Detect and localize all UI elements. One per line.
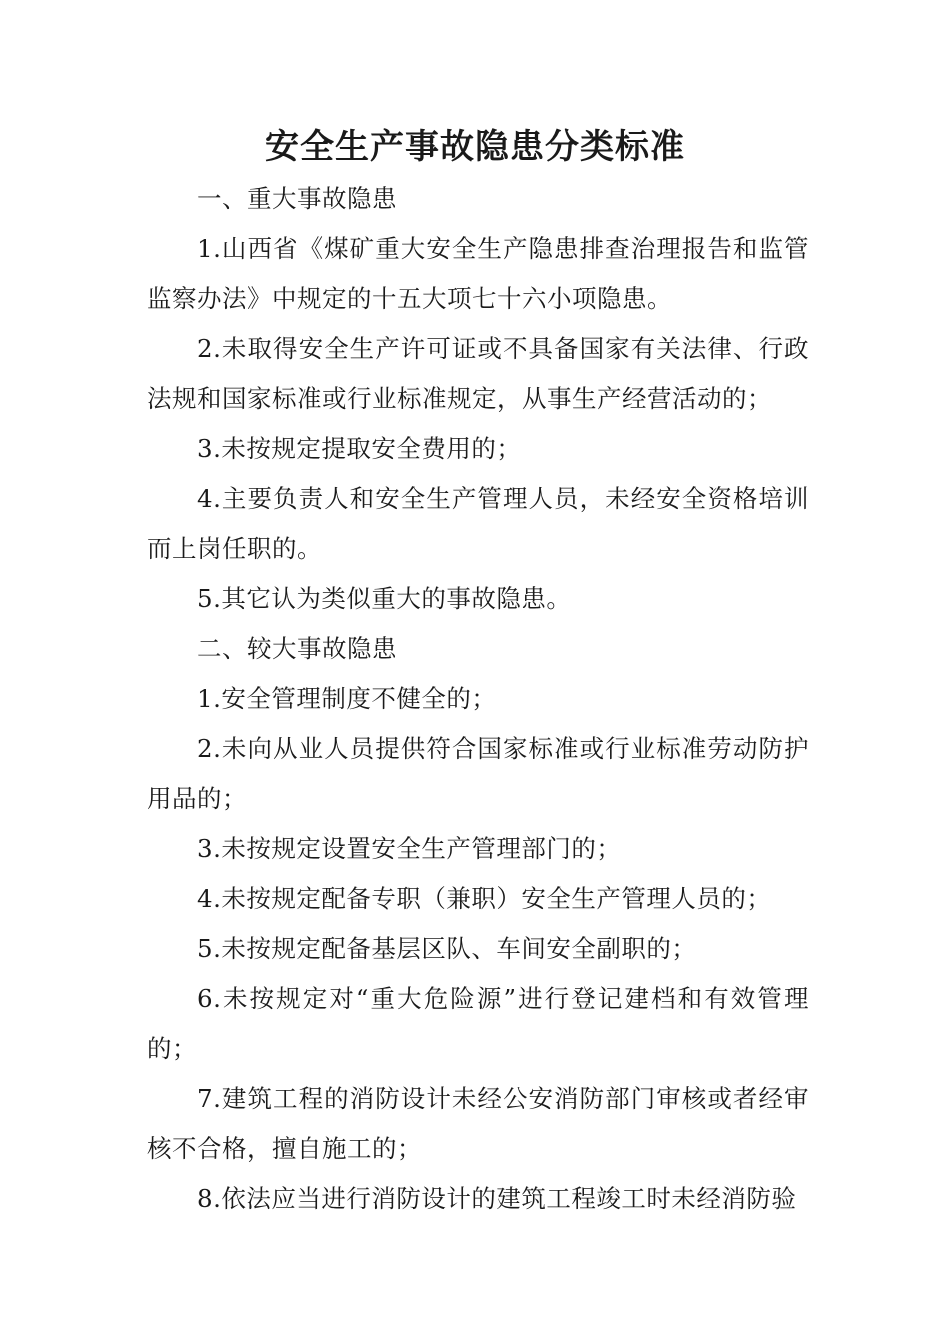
- section-heading-significant: 二、较大事故隐患: [197, 634, 397, 663]
- section-heading-major: 一、重大事故隐患: [197, 184, 397, 213]
- document-body: [147, 174, 809, 1224]
- list-item: 5.其它认为类似重大的事故隐患。: [197, 584, 572, 613]
- document-title: 安全生产事故隐患分类标准: [265, 127, 685, 167]
- list-item: 1.山西省《煤矿重大安全生产隐患排查治理报告和监管监察办法》中规定的十五大项七十六小项隐患。: [147, 234, 809, 313]
- list-item: 4.主要负责人和安全生产管理人员，未经安全资格培训而上岗任职的。: [147, 484, 809, 563]
- list-item: 4.未按规定配备专职（兼职）安全生产管理人员的；: [197, 884, 772, 913]
- list-item: 2.未取得安全生产许可证或不具备国家有关法律、行政法规和国家标准或行业标准规定，从事生产经营活动的；: [147, 334, 809, 413]
- list-item: 8.依法应当进行消防设计的建筑工程竣工时未经消防验: [197, 1184, 797, 1213]
- list-item: 2.未向从业人员提供符合国家标准或行业标准劳动防护用品的；: [147, 734, 809, 813]
- list-item: 5.未按规定配备基层区队、车间安全副职的；: [197, 934, 697, 963]
- list-item: 3.未按规定设置安全生产管理部门的；: [197, 834, 622, 863]
- list-item: 3.未按规定提取安全费用的；: [197, 434, 522, 463]
- list-item: 7.建筑工程的消防设计未经公安消防部门审核或者经审核不合格，擅自施工的；: [147, 1084, 809, 1163]
- list-item: 6.未按规定对“重大危险源”进行登记建档和有效管理的；: [147, 984, 809, 1063]
- list-item: 1.安全管理制度不健全的；: [197, 684, 497, 713]
